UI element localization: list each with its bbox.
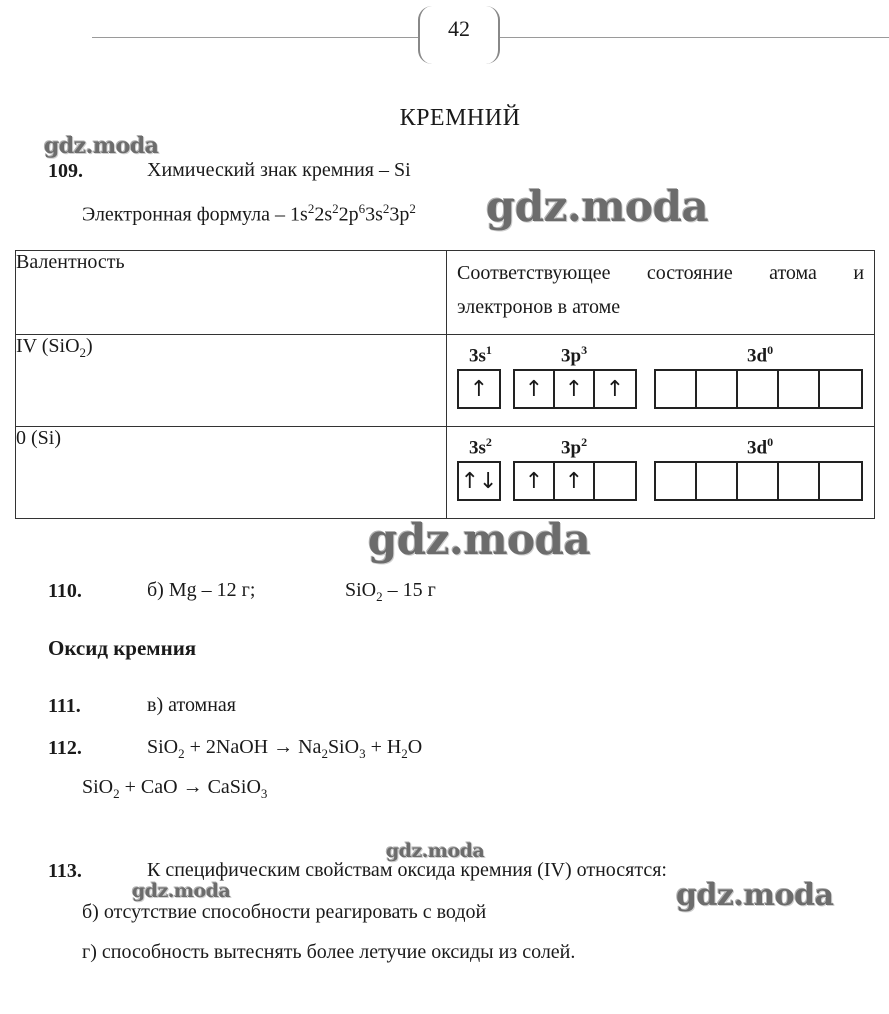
- q113-intro: К специфическим свойствам оксида кремния (IV) относятся:: [147, 859, 667, 881]
- orbital-box: ↑↓: [460, 468, 498, 494]
- valence-cell: [16, 335, 447, 427]
- orbital-box: [779, 463, 820, 499]
- p-exp: 2: [581, 435, 588, 449]
- d-label: [747, 435, 773, 459]
- valence-text-end: ): [86, 335, 93, 357]
- q112-equation-1: [147, 737, 422, 760]
- orbital-box: ↑: [555, 371, 595, 407]
- watermark: gdz.moda: [486, 182, 709, 231]
- orbital-box: [656, 371, 697, 407]
- d-label-text: 3d: [747, 345, 768, 367]
- p-label-text: 3p: [561, 345, 582, 367]
- page-number: 42: [448, 16, 470, 41]
- valence-cell: [16, 427, 447, 519]
- s-label: [469, 435, 492, 459]
- header-word: состояние: [646, 262, 733, 284]
- d-exp: 0: [767, 343, 774, 357]
- p-label: [561, 435, 587, 459]
- eq-part: + CaO → CaSiO: [119, 776, 261, 798]
- q109-symbol-line: Химический знак кремния – Si: [147, 159, 411, 181]
- s-orbital-boxes: [457, 461, 501, 501]
- q113-answer-b: б) отсутствие способности реагировать с водой: [82, 901, 487, 923]
- eq-sub: 3: [260, 786, 268, 801]
- formula-exp: 6: [358, 201, 366, 216]
- q112-number: 112.: [48, 737, 82, 759]
- header-state-line2: электронов в атоме: [457, 296, 621, 318]
- orbital-box: [595, 463, 635, 499]
- formula-prefix: Электронная формула –: [82, 203, 291, 226]
- formula-exp: 2: [332, 201, 339, 216]
- s-label-text: 3s: [469, 345, 486, 367]
- orbital-box: ↑: [469, 376, 489, 402]
- orbital-box: ↑: [515, 371, 555, 407]
- table-header-row: [16, 251, 875, 335]
- header-valence: Валентность: [16, 251, 447, 335]
- header-state: [447, 251, 875, 335]
- s-exp: 2: [485, 435, 492, 449]
- formula-term: 1s: [290, 203, 308, 226]
- orbital-box: [697, 463, 738, 499]
- d-exp: 0: [767, 435, 774, 449]
- q110-mass: – 15 г: [382, 579, 436, 601]
- orbital-box: [779, 371, 820, 407]
- q109-electron-formula: [82, 202, 416, 225]
- s-label-text: 3s: [469, 437, 486, 459]
- eq-part: SiO: [327, 736, 360, 758]
- orbital-cell: [447, 427, 875, 519]
- watermark: gdz.moda: [44, 133, 159, 159]
- q112-equation-2: [82, 777, 267, 800]
- q110-sub: 2: [376, 589, 383, 604]
- d-orbital-boxes: [654, 369, 863, 409]
- q113-answer-g: г) способность вытеснять более летучие оксиды из солей.: [82, 941, 576, 963]
- header-word: и: [853, 262, 865, 284]
- eq-part: O: [407, 736, 423, 758]
- section-heading: Оксид кремния: [48, 636, 197, 660]
- orbital-box: [656, 463, 697, 499]
- p-label: [561, 343, 587, 367]
- d-orbital-boxes: [654, 461, 863, 501]
- orbital-box: [738, 463, 779, 499]
- eq-part: SiO: [82, 776, 114, 798]
- q109-number: 109.: [48, 160, 83, 182]
- formula-exp: 2: [382, 201, 390, 216]
- header-word: атома: [769, 262, 817, 284]
- orbital-box: [738, 371, 779, 407]
- table-row: [16, 335, 875, 427]
- orbital-diagram: [447, 427, 874, 511]
- watermark: gdz.moda: [132, 880, 231, 902]
- watermark: gdz.moda: [368, 515, 591, 564]
- p-orbital-boxes: [513, 369, 637, 409]
- table-row: [16, 427, 875, 519]
- d-label: [747, 343, 773, 367]
- orbital-box: ↑: [605, 376, 625, 402]
- q110-answer-sio2: [345, 580, 436, 603]
- eq-part: + 2NaOH → Na: [184, 736, 322, 758]
- orbital-box: ↑: [555, 463, 595, 499]
- orbital-box: [820, 371, 861, 407]
- watermark: gdz.moda: [676, 878, 834, 913]
- valence-text: 0 (Si): [16, 427, 61, 449]
- s-label: [469, 343, 492, 367]
- valence-table: [15, 250, 875, 519]
- formula-term: 2s: [314, 203, 333, 226]
- eq-sub: 2: [178, 746, 185, 761]
- formula-term: 3s: [365, 203, 383, 226]
- q111-answer: в) атомная: [147, 694, 236, 716]
- q110-answer-mg: б) Mg – 12 г;: [147, 579, 256, 601]
- eq-sub: 3: [359, 746, 366, 761]
- eq-part: SiO: [147, 736, 179, 758]
- s-exp: 1: [485, 343, 492, 357]
- orbital-cell: [447, 335, 875, 427]
- orbital-diagram: [447, 335, 874, 419]
- orbital-box: [820, 463, 861, 499]
- formula-term: 2p: [338, 203, 359, 226]
- eq-sub: 2: [321, 746, 328, 761]
- eq-sub: 2: [401, 746, 408, 761]
- formula-exp: 2: [409, 201, 416, 216]
- header-rule-left: [92, 37, 418, 38]
- p-orbital-boxes: [513, 461, 637, 501]
- header-word: Соответствующее: [457, 262, 611, 284]
- p-exp: 3: [581, 343, 588, 357]
- orbital-box: [697, 371, 738, 407]
- q110-number: 110.: [48, 580, 82, 602]
- eq-sub: 2: [113, 786, 120, 801]
- q110-sio2-text: SiO: [345, 579, 377, 601]
- q113-number: 113.: [48, 860, 82, 882]
- page-title: КРЕМНИЙ: [399, 105, 521, 131]
- header-rule-right: [500, 37, 889, 38]
- orbital-box: ↑: [515, 463, 555, 499]
- s-orbital-boxes: [457, 369, 501, 409]
- watermark: gdz.moda: [386, 840, 485, 862]
- formula-term: 3p: [389, 203, 410, 226]
- p-label-text: 3p: [561, 437, 582, 459]
- eq-part: + H: [365, 736, 402, 758]
- valence-sub: 2: [79, 345, 87, 360]
- d-label-text: 3d: [747, 437, 768, 459]
- q111-number: 111.: [48, 695, 81, 717]
- valence-text: IV (SiO: [16, 335, 80, 357]
- formula-exp: 2: [307, 201, 315, 216]
